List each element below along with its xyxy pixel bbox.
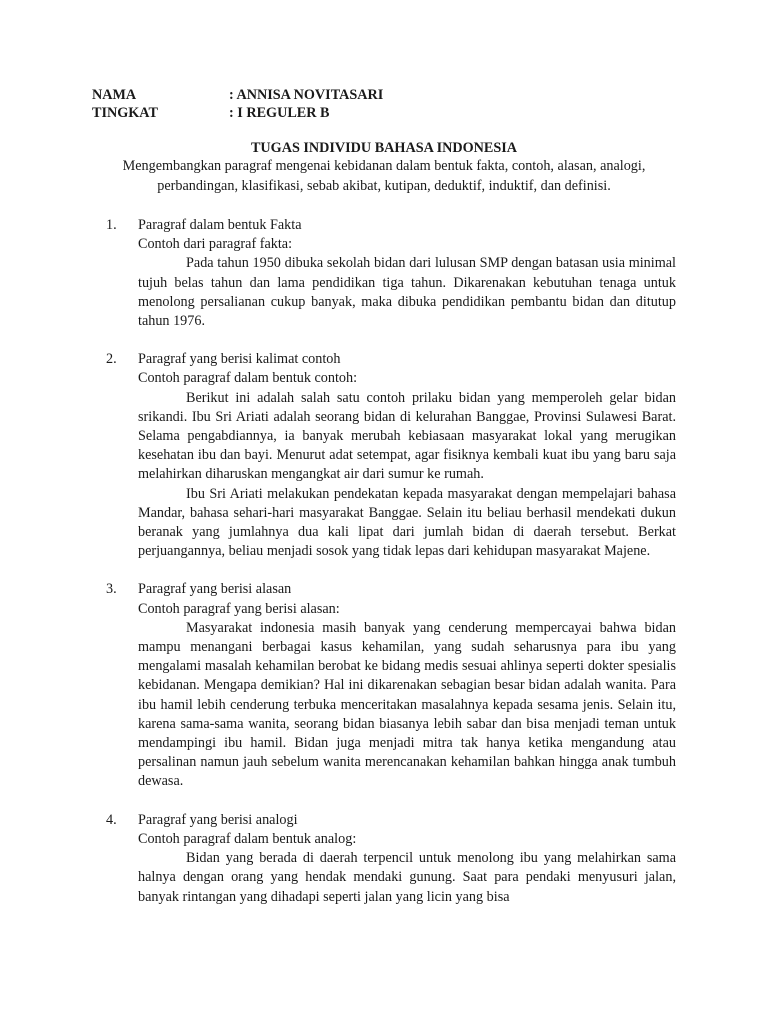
section-paragraph: Masyarakat indonesia masih banyak yang cenderung mempercayai bahwa bidan mampu menangani berbagai kasus kehamilan, yang sudah seharusnya para ibu yang mengalami masalah kehamilan berobat ke bidang medis sesuai ahlinya seperti dokter spesialis kebidanan. Mengapa demikian? Hal ini dikarenakan sebagian besar bidan adalah wanita. Para ibu hamil lebih cenderung terbuka menceritakan masalahnya kepada sesama jenis. Selain itu, karena sama-sama wanita, seorang bidan biasanya lebih sabar dan bisa menjadi teman untuk mendampingi ibu hamil. Bidan juga menjadi mitra tak hanya ketika mengandung atau persalinan namun jauh sebelum wanita merencanakan kehamilan bahkan hingga anak tumbuh dewasa. — [138, 619, 676, 790]
name-label: NAMA — [92, 87, 137, 103]
section-paragraph: Berikut ini adalah salah satu contoh prilaku bidan yang memperoleh gelar bidan srikandi. Ibu Sri Ariati adalah seorang bidan di kelurahan Banggae, Provinsi Sulawesi Barat. Selama pengabdiannya, ia banyak merubah kebiasaan masyarakat lokal yang merugikan kesehatan ibu dan bayi. Menurut adat setempat, agar fisiknya kembali kuat ibu yang baru saja melahirkan diharuskan mengangkat air dari sumur ke rumah. — [138, 389, 676, 483]
section-list — [92, 216, 676, 907]
level-label: TINGKAT — [92, 105, 158, 121]
section-subheading: Contoh dari paragraf fakta: — [138, 236, 293, 253]
section-subheading: Contoh paragraf dalam bentuk analog: — [138, 830, 357, 847]
name-value: : ANNISA NOVITASARI — [229, 87, 384, 103]
section-4 — [92, 811, 676, 907]
section-number: 1. — [106, 217, 117, 233]
level-value: : I REGULER B — [229, 105, 330, 121]
section-number: 3. — [106, 581, 117, 598]
section-3 — [92, 580, 676, 791]
section-number: 2. — [106, 351, 117, 368]
section-paragraph: Ibu Sri Ariati melakukan pendekatan kepada masyarakat dengan mempelajari bahasa Mandar, bahasa sehari-hari masyarakat Banggae. Selain itu beliau berhasil mendekati dukun beranak yang jumlahnya dua kali lipat dari jumlah bidan di daerah tersebut. Berkat perjuangannya, beliau menjadi sosok yang tidak lepas dari kehidupan masyarakat Majene. — [138, 485, 676, 560]
document-subtitle: Mengembangkan paragraf mengenai kebidanan dalam bentuk fakta, contoh, alasan, analogi, perbandingan, klasifikasi, sebab akibat, kutipan, deduktif, induktif, dan definisi. — [122, 158, 646, 194]
document-page — [92, 86, 676, 926]
section-1 — [92, 216, 676, 331]
section-paragraph: Bidan yang berada di daerah terpencil untuk menolong ibu yang melahirkan sama halnya dengan orang yang hendak mendaki gunung. Saat para pendaki menyusuri jalan, banyak rintangan yang dihadapi seperti jalan yang licin yang bisa — [138, 850, 676, 905]
level-row — [92, 104, 676, 122]
section-subheading: Contoh paragraf yang berisi alasan: — [138, 600, 340, 617]
section-heading: Paragraf yang berisi analogi — [138, 811, 298, 828]
document-title: TUGAS INDIVIDU BAHASA INDONESIA — [250, 140, 518, 156]
section-heading: Paragraf yang berisi kalimat contoh — [138, 351, 341, 368]
section-number: 4. — [106, 811, 117, 828]
name-row — [92, 86, 676, 104]
section-2 — [92, 350, 676, 561]
section-subheading: Contoh paragraf dalam bentuk contoh: — [138, 370, 358, 387]
section-paragraph: Pada tahun 1950 dibuka sekolah bidan dari lulusan SMP dengan batasan usia minimal tujuh belas tahun dan lama pendidikan tiga tahun. Dikarenakan kebutuhan tenaga untuk menolong persalianan cukup banyak, maka dibuka pendidikan pembantu bidan dan ditutup tahun 1976. — [138, 255, 676, 330]
section-heading: Paragraf dalam bentuk Fakta — [138, 217, 302, 233]
section-heading: Paragraf yang berisi alasan — [138, 581, 292, 598]
